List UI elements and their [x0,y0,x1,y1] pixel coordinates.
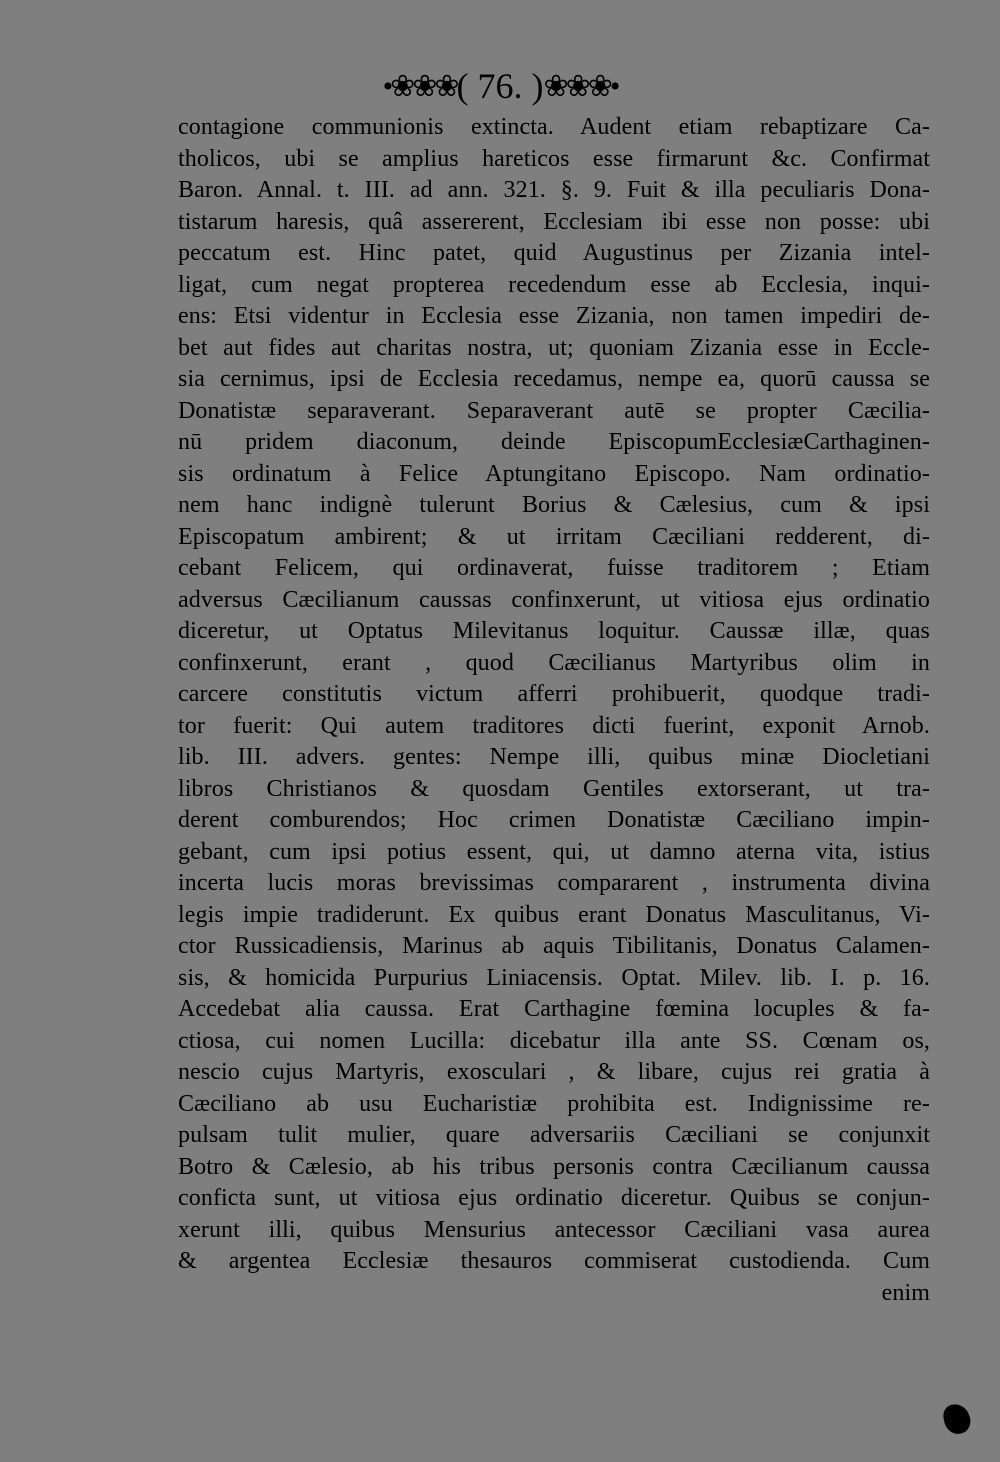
text-line: confinxerunt, erant , quod Cæcilianus Martyribus olim in [178,649,930,676]
text-line: peccatum est. Hinc patet, quid Augustinus per Zizania intel- [178,240,930,266]
text-line: ctiosa, cui nomen Lucilla: dicebatur illa ante SS. Cœnam os, [178,1027,930,1054]
text-line: conficta sunt, ut vitiosa ejus ordinatio diceretur. Quibus se conjun- [178,1185,930,1211]
text-line: sis ordinatum à Felice Aptungitano Episcopo. Nam ordinatio- [178,460,930,487]
text-line: Donatistæ separaverant. Separaverant autē se propter Cæcilia- [178,397,930,424]
text-line: Cæciliano ab usu Eucharistiæ prohibita est. Indignissime re- [178,1090,930,1117]
text-line: Botro & Cælesio, ab his tribus personis contra Cæcilianum caussa [178,1153,930,1180]
right-ornament-icon: ❀❀❀• [543,70,618,103]
text-line: cebant Felicem, qui ordinaverat, fuisse traditorem ; Etiam [178,555,930,581]
text-line: xerunt illi, quibus Mensurius antecessor Cæciliani vasa aurea [178,1216,930,1243]
page-number: ( 76. ) [456,66,544,106]
body-text [178,112,930,1309]
catchword: enim [881,1279,930,1306]
page-header [0,64,1000,109]
text-line: Accedebat alia caussa. Erat Carthagine fœmina locuples & fa- [178,996,930,1022]
text-line: ens: Etsi videntur in Ecclesia esse Zizania, non tamen impediri de- [178,303,930,329]
text-line: sia cernimus, ipsi de Ecclesia recedamus, nempe ea, quorū caussa se [178,366,930,392]
text-line: Baron. Annal. t. III. ad ann. 321. §. 9. Fuit & illa peculiaris Dona- [178,177,930,203]
text-line: adversus Cæcilianum caussas confinxerunt, ut vitiosa ejus ordinatio [178,586,930,613]
text-line: ligat, cum negat propterea recedendum esse ab Ecclesia, inqui- [178,271,930,298]
text-line: bet aut fides aut charitas nostra, ut; quoniam Zizania esse in Eccle- [178,334,930,361]
text-line: diceretur, ut Optatus Milevitanus loquitur. Caussæ illæ, quas [178,618,930,644]
ink-blot-icon [941,1402,973,1437]
text-line: pulsam tulit mulier, quare adversariis Cæciliani se conjunxit [178,1122,930,1148]
text-line: gebant, cum ipsi potius essent, qui, ut damno aterna vita, istius [178,838,930,865]
text-line: tor fuerit: Qui autem traditores dicti fuerint, exponit Arnob. [178,712,930,739]
text-line: nū pridem diaconum, deinde EpiscopumEcclesiæCarthaginen- [178,429,930,455]
text-line: sis, & homicida Purpurius Liniacensis. Optat. Milev. lib. I. p. 16. [178,964,930,991]
text-line: nescio cujus Martyris, exosculari , & libare, cujus rei gratia à [178,1059,930,1085]
text-line: Episcopatum ambirent; & ut irritam Cæciliani redderent, di- [178,523,930,550]
text-line: carcere constitutis victum afferri prohibuerit, quodque tradi- [178,681,930,707]
left-ornament-icon: •❀❀❀ [382,70,457,103]
text-line: nem hanc indignè tulerunt Borius & Cælesius, cum & ipsi [178,492,930,518]
text-line: libros Christianos & quosdam Gentiles extorserant, ut tra- [178,775,930,802]
text-line: derent comburendos; Hoc crimen Donatistæ Cæciliano impin- [178,807,930,833]
text-line: incerta lucis moras brevissimas compararent , instrumenta divina [178,870,930,896]
text-line: ctor Russicadiensis, Marinus ab aquis Tibilitanis, Donatus Calamen- [178,933,930,959]
text-line: tistarum haresis, quâ assererent, Ecclesiam ibi esse non posse: ubi [178,208,930,235]
text-line: contagione communionis extincta. Audent etiam rebaptizare Ca- [178,114,930,140]
text-line: legis impie tradiderunt. Ex quibus erant Donatus Masculitanus, Vi- [178,901,930,928]
text-line: tholicos, ubi se amplius hareticos esse firmarunt &c. Confirmat [178,145,930,172]
text-line: & argentea Ecclesiæ thesauros commiserat custodienda. Cum [178,1248,930,1274]
text-line: lib. III. advers. gentes: Nempe illi, quibus minæ Diocletiani [178,744,930,770]
